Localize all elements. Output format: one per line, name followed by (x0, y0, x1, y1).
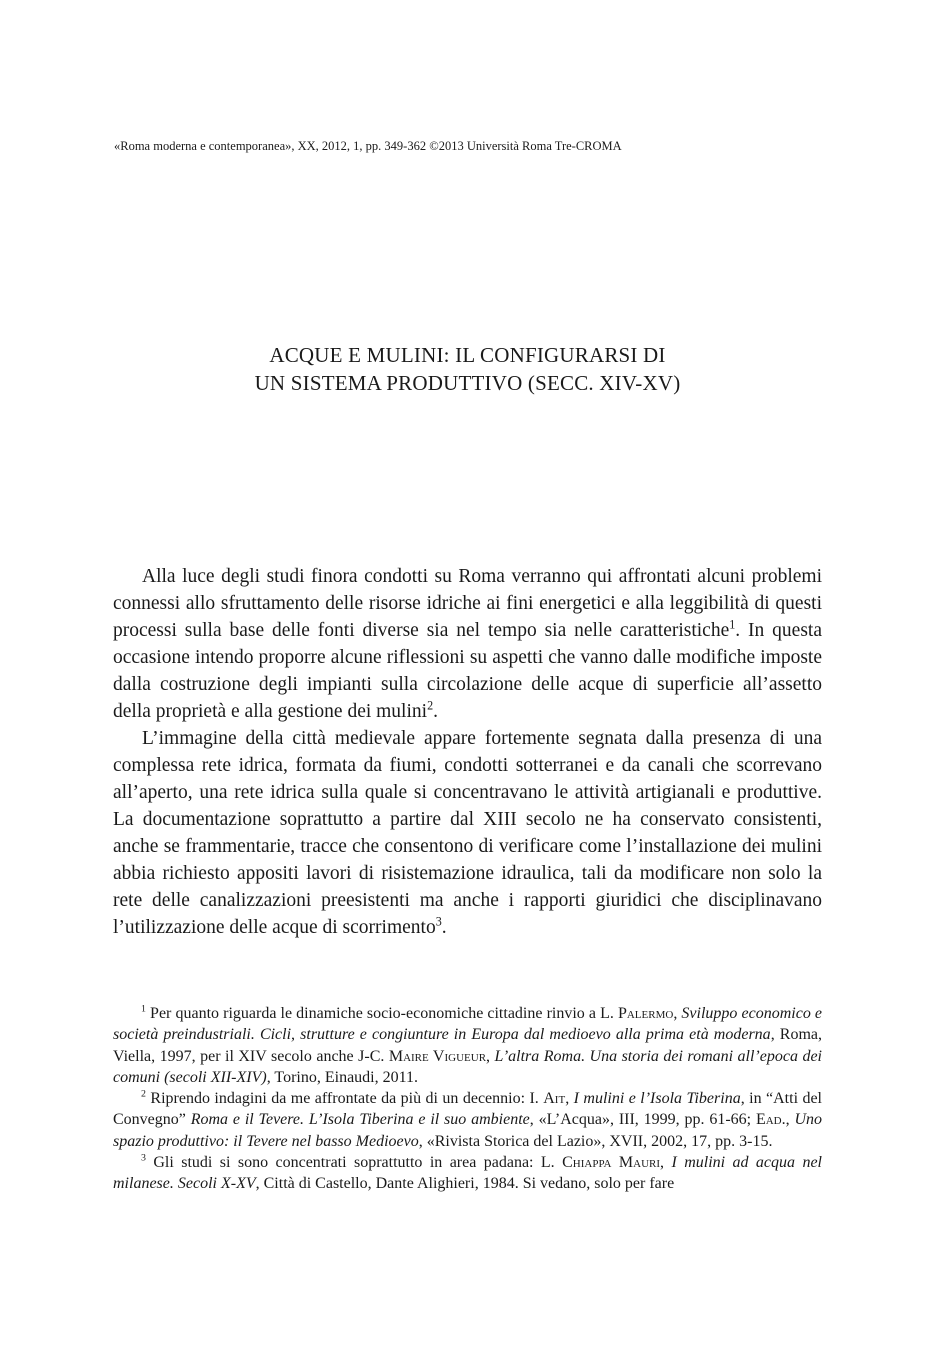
paragraph-text: . (433, 701, 438, 722)
work-title: L’altra Roma. Una storia dei romani all’epoca dei comuni (secoli XII-XIV) (113, 1047, 822, 1086)
footnote-ref-3[interactable]: 3 (435, 914, 442, 929)
footnote-1 (113, 1003, 822, 1088)
work-title: Uno spazio produttivo: il Tevere nel basso Medioevo (113, 1111, 823, 1150)
footnote-text: , Roma, Viella, 1997, per il XIV secolo anche J-C. (113, 1026, 823, 1065)
footnote-3 (113, 1152, 822, 1195)
work-title: Sviluppo economico e società preindustriali. Cicli, strutture e congiunture in Europa dal medioevo alla prima età moderna (113, 1005, 823, 1044)
footnote-text: Gli studi si sono concentrati soprattutto in area padana: L. (145, 1154, 563, 1172)
paragraph-text: . (441, 917, 447, 938)
footnote-text: , Torino, Einaudi, 2011. (266, 1068, 419, 1086)
footnote-text: , (673, 1005, 682, 1022)
footnote-text: Per quanto riguarda le dinamiche socio-economiche cittadine rinvio a L. (145, 1005, 618, 1022)
body-paragraph-1 (113, 563, 822, 725)
author-name: Ead (755, 1111, 782, 1129)
footnote-number: 1 (141, 1003, 146, 1015)
footnote-text: , «Rivista Storica del Lazio», XVII, 2002, 17, pp. 3-15. (418, 1132, 773, 1150)
footnote-text: , in “Atti del Convegno” (113, 1090, 822, 1129)
footnote-ref-2[interactable]: 2 (427, 698, 434, 713)
work-title: I mulini ad acqua nel milanese. Secoli X-XV (113, 1154, 823, 1193)
author-name: Ait (543, 1090, 566, 1108)
footnote-text: , «L’Acqua», III, 1999, pp. 61-66; (529, 1111, 756, 1129)
author-name: Chiappa Mauri (562, 1154, 661, 1172)
footnote-2 (113, 1088, 822, 1152)
body-paragraph-2 (113, 725, 822, 941)
journal-citation-header: «Roma moderna e contemporanea», XX, 2012, 1, pp. 349-362 ©2013 Università Roma Tre-CROMA (114, 139, 622, 153)
title-line-1: ACQUE E MULINI: IL CONFIGURARSI DI (269, 343, 666, 367)
author-name: Palermo (617, 1005, 674, 1022)
work-title: Roma e il Tevere. L’Isola Tiberina e il suo ambiente (190, 1111, 530, 1129)
paragraph-text: Alla luce degli studi finora condotti su Roma verranno qui affrontati alcuni problemi connessi allo sfruttamento delle risorse idriche ai fini energetici e alla leggibilità di questi processi sulla base delle fonti diverse sia nel tempo sia nelle caratteristiche (113, 566, 822, 641)
paragraph-text: L’immagine della città medievale appare fortemente segnata dalla presenza di una complessa rete idrica, formata da fiumi, condotti sotterranei e da canali che scorrevano all’aperto, una rete idrica sulla quale si concentravano le attività artigianali e produttive. La documentazione soprattutto a partire dal XIII secolo ne ha conservato consistenti, anche se frammentarie, tracce che consentono di verificare come l’installazione dei mulini abbia richiesto appositi lavori di risistemazione idraulica, tali da modificare non solo la rete delle canalizzazioni preesistenti ma anche i rapporti giuridici che disciplinavano l’utilizzazione delle acque di scorrimento (113, 728, 822, 938)
footnote-ref-1[interactable]: 1 (729, 617, 736, 632)
work-title: I mulini e l’Isola Tiberina (573, 1090, 741, 1108)
footnote-number: 2 (141, 1088, 146, 1100)
footnote-text: Riprendo indagini da me affrontate da più di un decennio: I. (145, 1090, 544, 1108)
footnote-text: , (565, 1090, 574, 1108)
footnotes (113, 1003, 822, 1195)
article-body (113, 563, 822, 941)
footnote-text: , Città di Castello, Dante Alighieri, 1984. Si vedano, solo per fare (255, 1175, 675, 1193)
article-title (0, 341, 935, 397)
footnote-text: , (660, 1154, 672, 1172)
author-name: Maire Vigueur (388, 1047, 487, 1065)
paragraph-text: . In questa occasione intendo proporre alcune riflessioni su aspetti che vanno dalle modifiche imposte dalla costruzione degli impianti sulla circolazione delle acque di superficie all’assetto della proprietà e alla gestione dei mulini (113, 620, 822, 722)
title-line-2: UN SISTEMA PRODUTTIVO (SECC. XIV-XV) (254, 371, 681, 395)
footnote-text: ., (781, 1111, 795, 1129)
footnote-number: 3 (141, 1152, 146, 1164)
footnote-text: , (486, 1047, 495, 1065)
